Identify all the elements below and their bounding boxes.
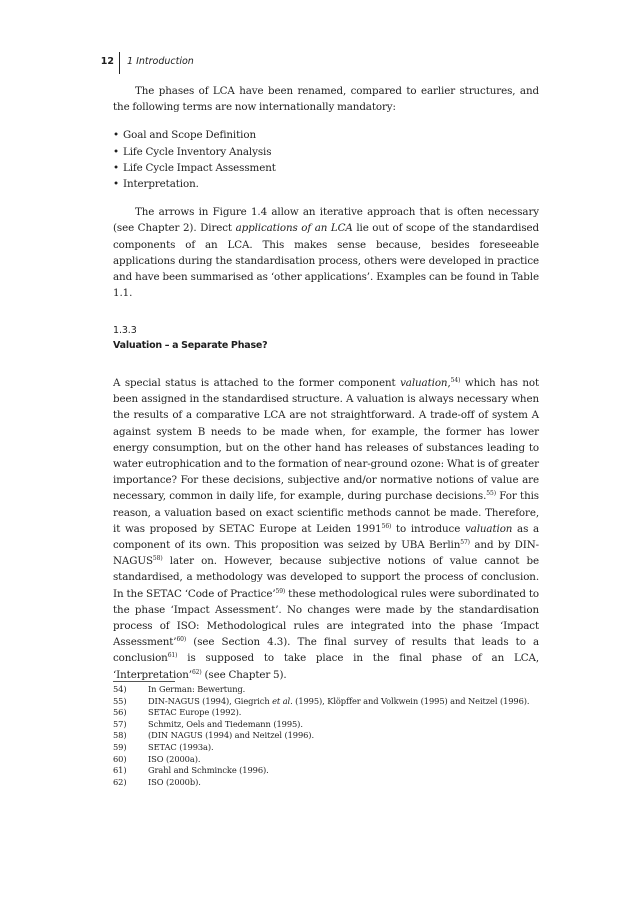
footnote-ref: 58) — [152, 555, 163, 563]
intro-paragraph: The phases of LCA have been renamed, compared to earlier structures, and the following terms are now internationally mandatory: — [113, 85, 539, 114]
footnote: 56) SETAC Europe (1992). — [113, 707, 242, 718]
section-heading — [113, 323, 539, 353]
footnotes — [113, 684, 539, 788]
footnote: 59) SETAC (1993a). — [113, 741, 214, 752]
footnote: 60) ISO (2000a). — [113, 753, 201, 764]
list-item: • Goal and Scope Definition — [113, 127, 539, 143]
phase-list — [113, 127, 539, 192]
footnote-ref: 56) — [381, 522, 392, 530]
list-item: • Life Cycle Inventory Analysis — [113, 144, 539, 160]
footnote: 54) In German: Bewertung. — [113, 684, 246, 694]
footnote-divider — [113, 681, 175, 682]
footnote-ref: 57) — [460, 539, 470, 547]
page-number: 12 — [100, 56, 114, 67]
valuation-block — [113, 375, 539, 683]
header-divider — [119, 52, 120, 74]
valuation-paragraph: A special status is attached to the former component valuation,$^{54)}$ which has not been assigned in the standardised structure. A valuation is always necessary when the results of a comparative LCA are not straightforward. A trade-off of system A against system B needs to be made when, for example, the former has lower energy consumption, but on the other hand has releases of substances leading to water eutrophication and to the formation of near-ground ozone: What is of greater importance? For these decisions, subjective and/or normative notions of value are necessary, common in daily life, for example, during purchase decisions.$^{55)}$ For this reason, a valuation based on exact scientific methods cannot be made. Therefore, it was proposed by SETAC Europe at Leiden 1991$^{56)}$ to introduce valuation as a component of its own. This proposition was seized by UBA Berlin$^{57)}$ and by DIN-NAGUS$^{58)}$ later on. However, because subjective notions of value cannot be standardised, a methodology was developed to support the process of conclusion. In the SETAC ‘Code of Practice’$^{59)}$ these methodological rules were subordinated to the phase ‘Impact Assessment’. No changes were made by the standardisation process of ISO: Methodological rules are integrated into the phase ‘Impact Assessment’$^{60)}$ (see Section 4.3). The final survey of results that leads to a conclusion$^{61)}$ is supposed to take place in the final phase of an LCA, ‘Interpretation’$^{62)}$ (see Chapter 5). — [113, 377, 540, 681]
intro-block — [113, 83, 539, 301]
list-item: • Life Cycle Impact Assessment — [113, 160, 539, 176]
arrows-paragraph: The arrows in Figure 1.4 allow an iterative approach that is often necessary (see Chapter 2). Direct applications of an LCA lie out of scope of the standardised components of an LCA. This makes sense because, besides foreseeable applications during the standardisation process, others were developed in practice and have been summarised as ‘other applications’. Examples can be found in Table 1.1. — [113, 206, 540, 300]
footnote-ref: 61) — [167, 652, 178, 660]
footnote-ref: 55) — [486, 490, 496, 498]
footnote: 61) Grahl and Schmincke (1996). — [113, 765, 269, 776]
footnote-ref: 62) — [191, 668, 202, 676]
section-number: 1.3.3 — [113, 325, 137, 336]
footnote: 58) (DIN NAGUS (1994) and Neitzel (1996). — [113, 730, 314, 741]
footnote-ref: 59) — [275, 587, 286, 595]
footnote: 55) DIN-NAGUS (1994), Giegrich et al. (1995), Klöpffer and Volkwein (1995) and Neitzel (1996). — [113, 695, 530, 706]
footnote-ref: 54) — [450, 377, 461, 384]
running-title: 1 Introduction — [127, 56, 194, 67]
section-title: Valuation – a Separate Phase? — [113, 340, 268, 351]
footnote: 62) ISO (2000b). — [113, 776, 201, 787]
list-item: • Interpretation. — [113, 176, 539, 192]
footnote: 57) Schmitz, Oels and Tiedemann (1995). — [113, 718, 303, 729]
footnote-ref: 60) — [176, 636, 187, 644]
